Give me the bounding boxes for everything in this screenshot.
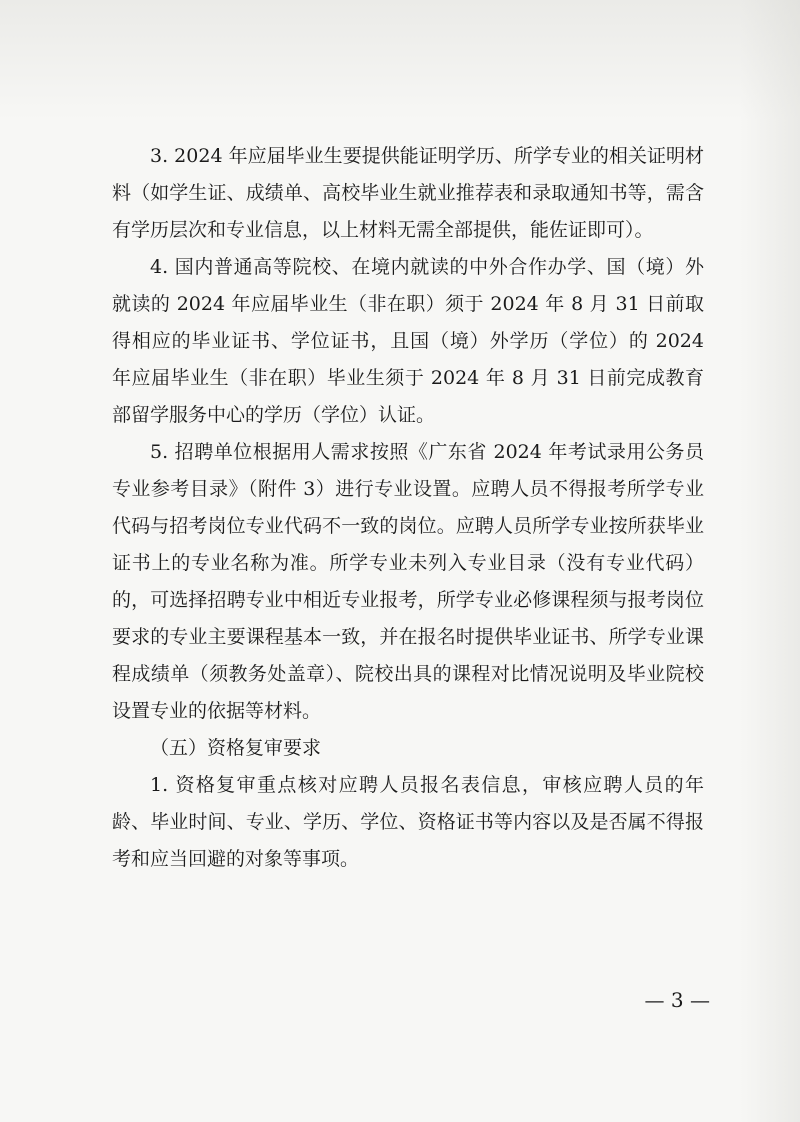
document-body xyxy=(112,138,704,878)
paragraph-item-3: 3. 2024 年应届毕业生要提供能证明学历、所学专业的相关证明材料（如学生证、成绩单、高校毕业生就业推荐表和录取通知书等，需含有学历层次和专业信息，以上材料无需全部提供，能佐证即可）。 xyxy=(112,145,704,241)
paragraph-item-5: 5. 招聘单位根据用人需求按照《广东省 2024 年考试录用公务员专业参考目录》（附件 3）进行专业设置。应聘人员不得报考所学专业代码与招考岗位专业代码不一致的岗位。应聘人员所学专业按所获毕业证书上的专业名称为准。所学专业未列入专业目录（没有专业代码）的，可选择招聘专业中相近专业报考，所学专业必修课程须与报考岗位要求的专业主要课程基本一致，并在报名时提供毕业证书、所学专业课程成绩单（须教务处盖章）、院校出具的课程对比情况说明及毕业院校设置专业的依据等材料。 xyxy=(112,441,704,722)
paragraph-review-1: 1. 资格复审重点核对应聘人员报名表信息，审核应聘人员的年龄、毕业时间、专业、学历、学位、资格证书等内容以及是否属不得报考和应当回避的对象等事项。 xyxy=(112,774,704,870)
paragraph-item-4: 4. 国内普通高等院校、在境内就读的中外合作办学、国（境）外就读的 2024 年应届毕业生（非在职）须于 2024 年 8 月 31 日前取得相应的毕业证书、学位证书，且国（境）外学历（学位）的 2024 年应届毕业生（非在职）毕业生须于 2024 年 8 月 31 日前完成教育部留学服务中心的学历（学位）认证。 xyxy=(112,256,704,426)
section-heading: （五）资格复审要求 xyxy=(150,737,322,759)
scan-shade-top xyxy=(0,0,800,120)
page-number: — 3 — xyxy=(644,988,710,1012)
scan-shade-right xyxy=(740,0,800,1122)
